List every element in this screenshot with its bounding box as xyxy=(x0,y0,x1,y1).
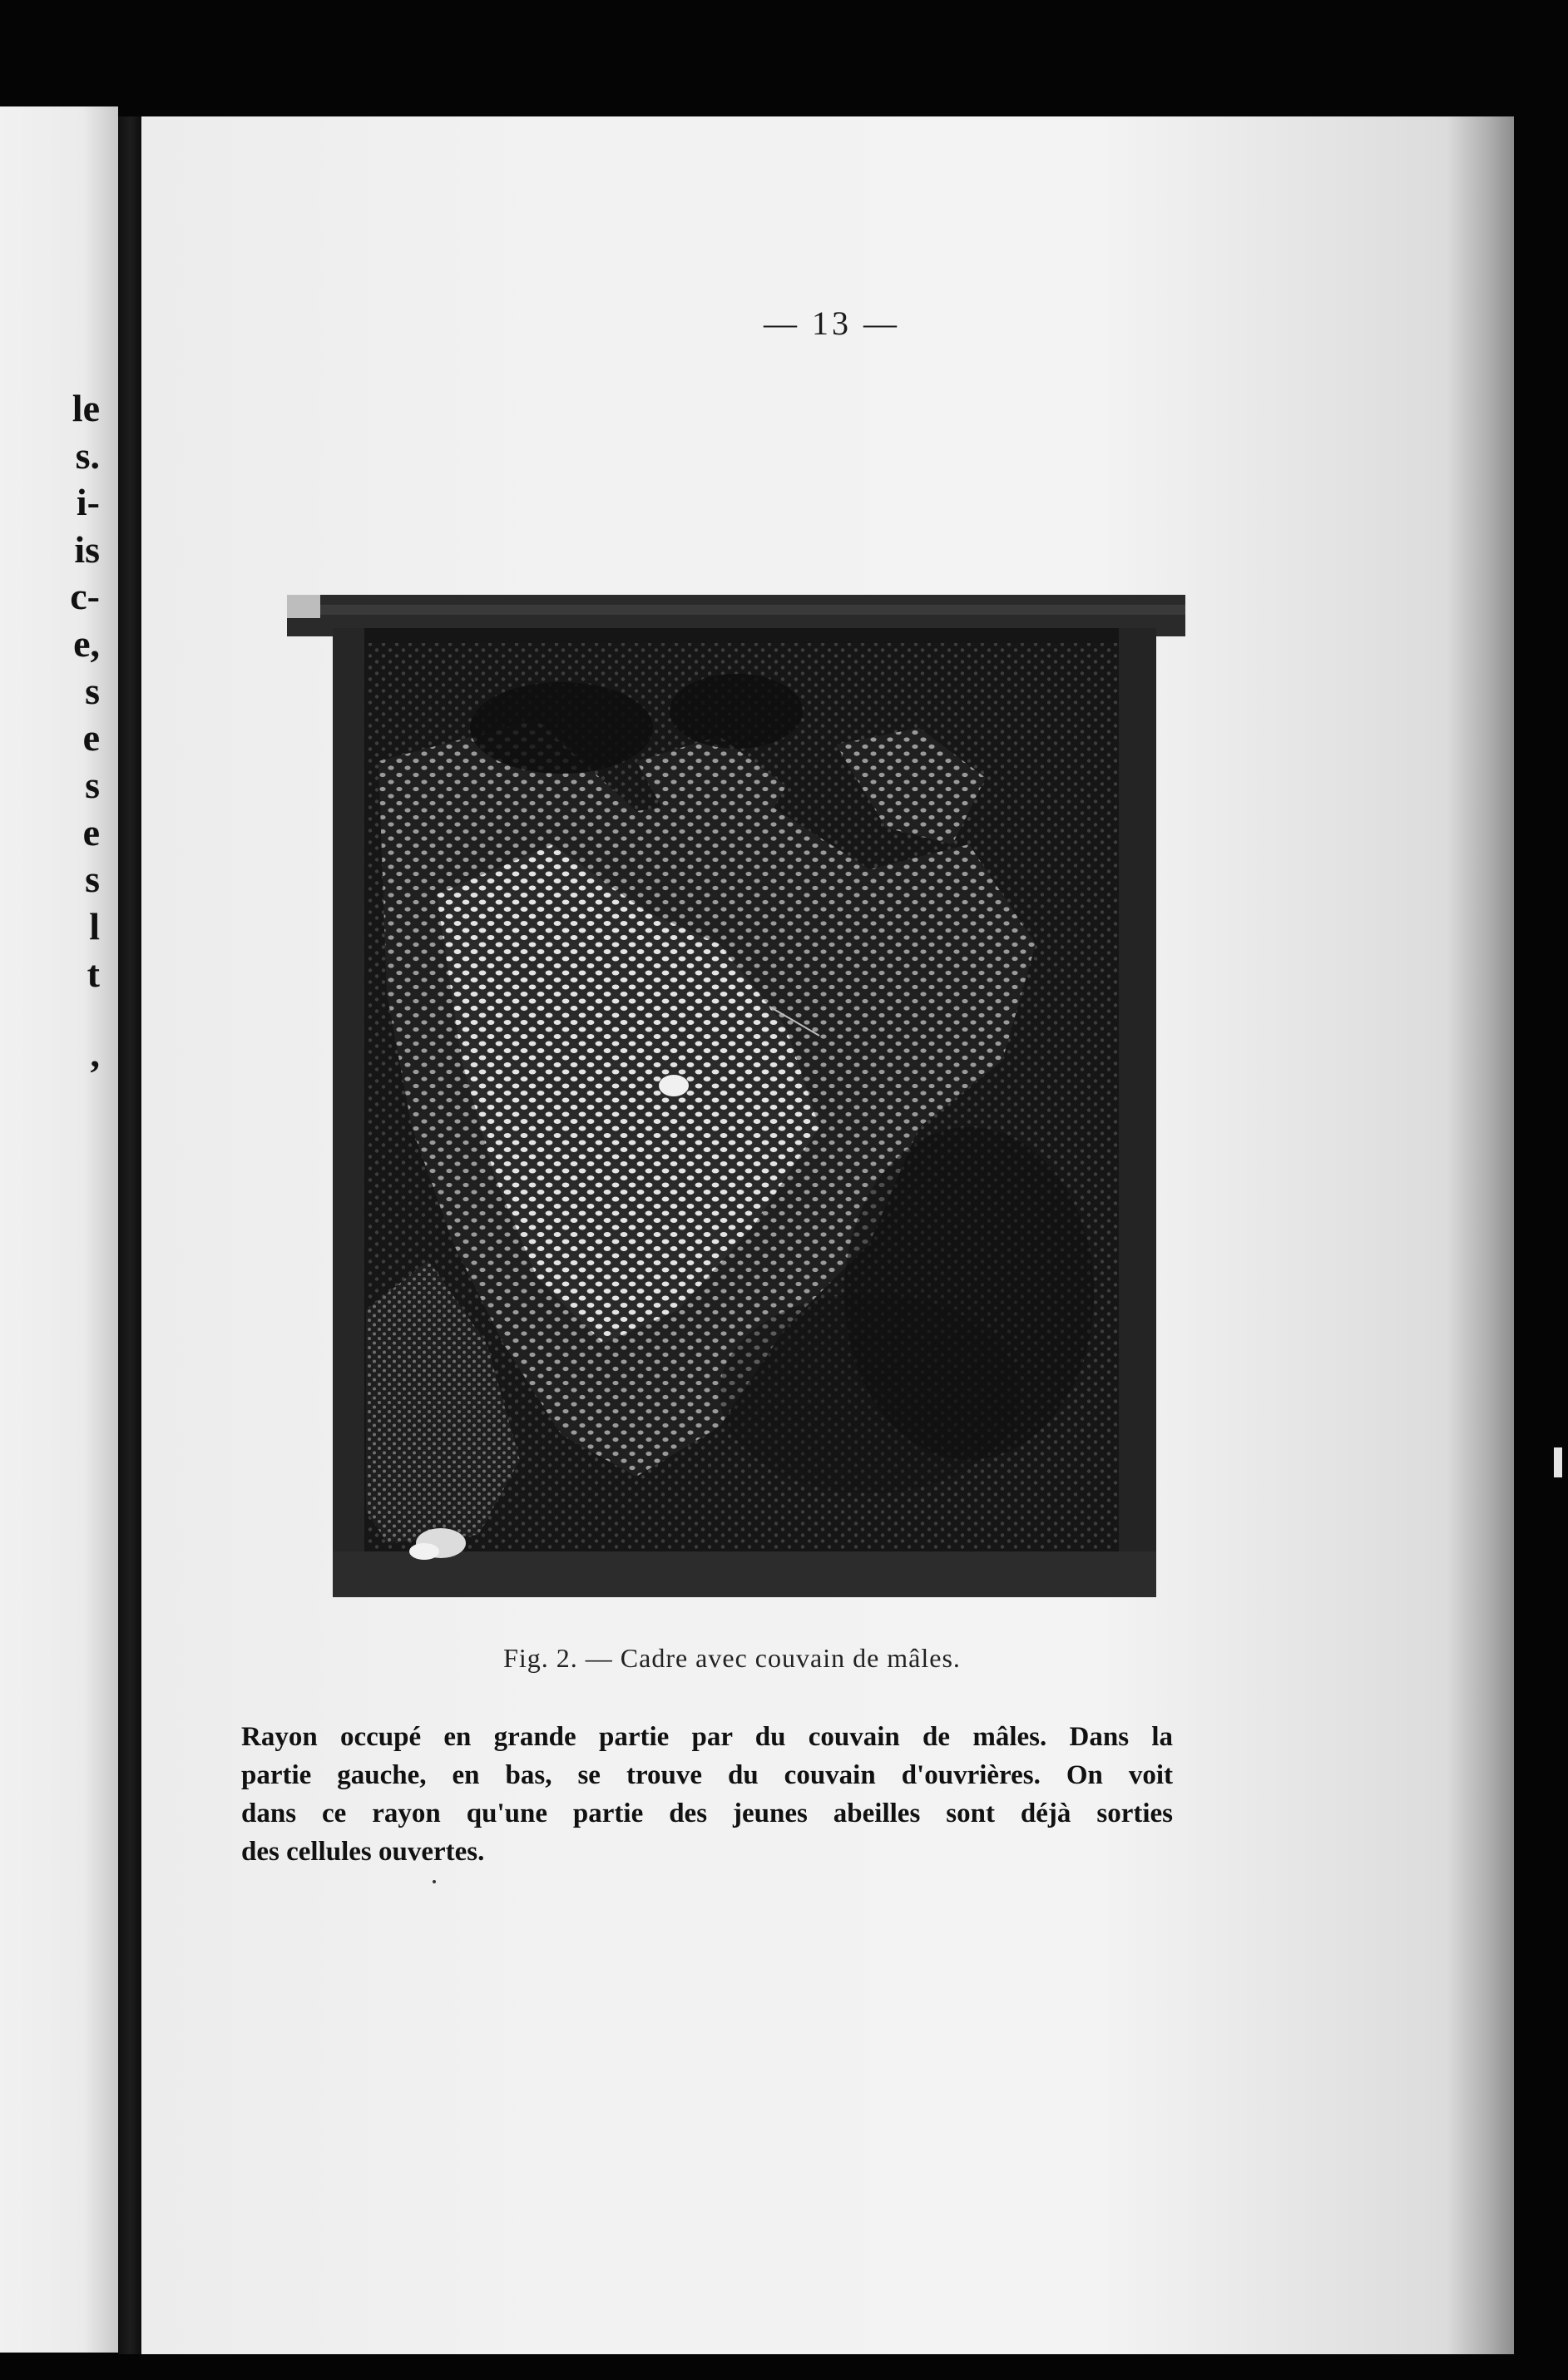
line-ending: s xyxy=(85,670,100,712)
text-line: partie gauche, en bas, se trouve du couvain d'ouvrières. On voit xyxy=(241,1760,1173,1790)
figure-caption: Fig. 2. — Cadre avec couvain de mâles. xyxy=(503,1643,961,1673)
book-page xyxy=(141,116,1514,2354)
text-line: des cellules ouvertes. xyxy=(241,1837,485,1867)
honeycomb-frame-photo xyxy=(287,595,1185,1597)
page-number: — 13 — xyxy=(764,304,900,342)
line-ending: le xyxy=(72,387,100,429)
line-ending: s xyxy=(85,858,100,900)
figure-description xyxy=(241,1718,1173,1871)
line-ending: i- xyxy=(76,481,100,523)
line-ending: c- xyxy=(70,575,100,617)
text-line: Rayon occupé en grande partie par du couvain de mâles. Dans la xyxy=(241,1722,1173,1752)
previous-page-fragment xyxy=(0,106,118,2353)
scan-edge-mark xyxy=(1554,1447,1562,1477)
ink-speck xyxy=(433,1880,436,1883)
book-gutter xyxy=(118,116,143,2354)
line-ending: , xyxy=(90,1032,100,1075)
line-ending: s. xyxy=(75,434,100,477)
line-ending: e, xyxy=(73,622,100,665)
page-edge-shadow xyxy=(1447,116,1514,2354)
line-ending: s xyxy=(85,764,100,806)
line-ending: is xyxy=(74,528,100,571)
line-ending: t xyxy=(87,952,100,995)
line-ending: l xyxy=(89,905,100,948)
text-line: dans ce rayon qu'une partie des jeunes abeilles sont déjà sorties xyxy=(241,1799,1173,1828)
line-ending: e xyxy=(82,811,100,854)
line-ending: e xyxy=(82,716,100,759)
